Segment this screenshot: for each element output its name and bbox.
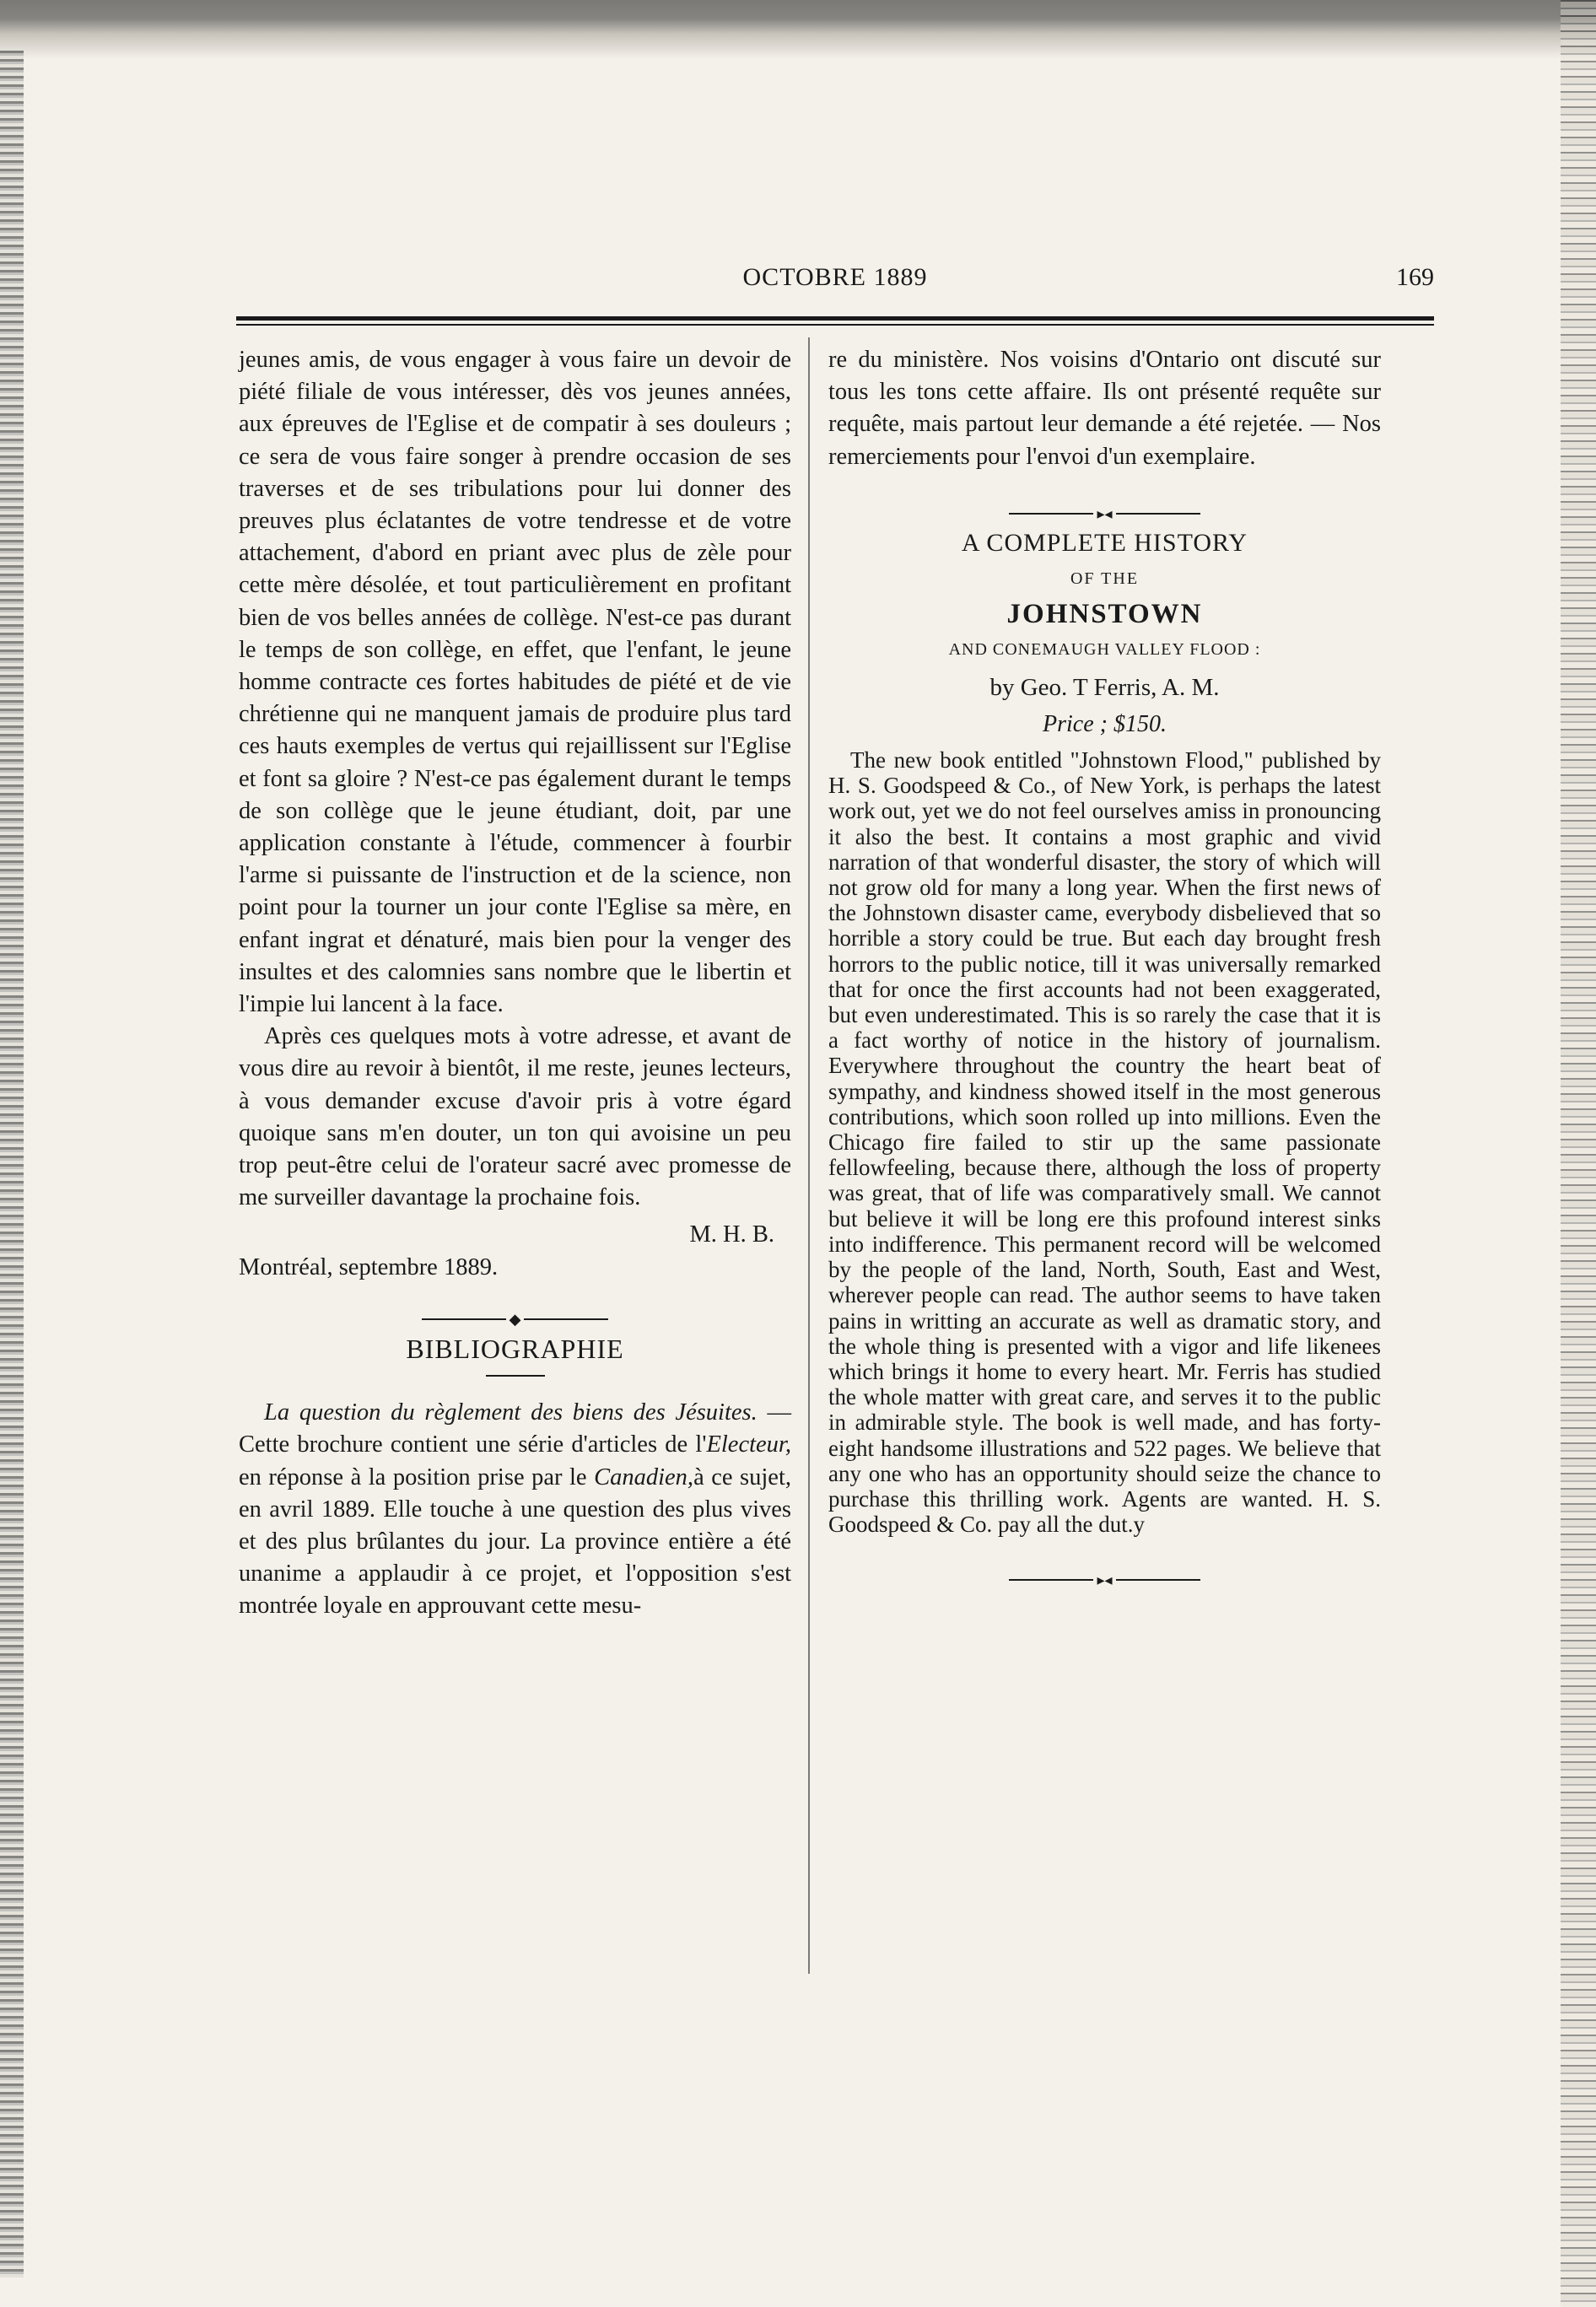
biblio-text-2: en réponse à la position prise par le <box>239 1463 595 1490</box>
ad-subtitle: AND CONEMAUGH VALLEY FLOOD : <box>948 640 1261 660</box>
biblio-text-3: à ce sujet, en avril 1889. Elle touche à une question des plus vives et des plus brûlantes du jour. La province entière a été unanime a applaudir à ce projet, et l'opposition s'est montrée loyale en approuvant cette mesu- <box>239 1463 792 1620</box>
left-paragraph-2: Après ces quelques mots à votre adresse, et avant de vous dire au revoir à bientôt, il me reste, jeunes lecteurs, à vous demander excuse d'avoir pris à votre égard quoique sans m'en douter, un ton qui avoisine un peu trop peut-être celui de l'orateur sacré avec promesse de me surveiller davantage la prochaine fois. <box>239 1023 791 1211</box>
right-column <box>828 344 1381 1593</box>
left-paragraph-1: jeunes amis, de vous engager à vous faire un devoir de piété filiale de vous intéresser, dès vos jeunes années, aux épreuves de l'Eglise et de compatir à ses douleurs ; ce sera de vous faire songer à prendre occasion de ses traverses et de ses tribulations pour lui donner des preuves plus éclatantes de votre tendresse et de votre attachement, d'abord en priant avec plus de zèle pour cette mère désolée, et tout particulièrement en profitant bien de vos belles années de collège. N'est-ce pas durant le temps de son collège, en effet, que l'enfant, le jeune homme contracte ces fortes habitudes de piété et de vie chrétienne qui ne manquent jamais de produire plus tard ces hauts exemples de vertus qui rejaillissent sur l'Eglise et font sa gloire ? N'est-ce pas également durant le temps de son collège que le jeune étudiant, doit, par une application constante à l'étude, commencer à fourbir l'arme si puissante de l'instruction et de la science, non point pour la tourner un jour conte l'Eglise sa mère, en enfant ingrat et dénaturé, mais bien pour la venger des insultes et des calomnies sans nombre que le libertin et l'impie lui lancent à la face. <box>239 347 791 1018</box>
scan-right-edge <box>1561 0 1596 2307</box>
biblio-text-1: — Cette brochure contient une série d'articles de l' <box>239 1399 791 1458</box>
review-paragraph: The new book entitled "Johnstown Flood," published by H. S. Goodspeed & Co., of New York, is perhaps the latest work out, yet we do not feel ourselves amiss in pronouncing it also the best. It contains a most graphic and vivid narration of that wonderful disaster, the story of which will not grow old for many a long year. When the first news of the Johnstown disaster came, everybody disbelieved that so horrible a story could be true. But each day brought fresh horrors to the public notice, till it was universally remarked that for once the first accounts had not been exaggerated, but even underestimated. This is so rarely the case that it is a fact worthy of notice in the history of journalism. Everywhere throughout the country the heart beat of sympathy, and kindness showed itself in the most generous contributions, which soon rolled up into millions. Even the Chicago fire failed to stir up the same passionate fellowfeeling, because there, although the loss of property was great, that of life was comparatively small. We cannot but believe it will be long ere this profound interest sinks into indifference. This permanent record will be welcomed by the people of the land, North, South, East and West, wherever people can read. The author seems to have taken pains in writting an accurate as well as dramatic story, and the whole thing is presented with a vigor and life likenees which brings it home to every heart. Mr. Ferris has studied the whole matter with great care, and serves it to the public in admirable style. The book is well made, and has forty-eight handsome illustrations and 522 pages. We believe that any one who has an opportunity should seize the chance to purchase this thrilling work. Agents are wanted. H. S. Goodspeed & Co. pay all the dut.y <box>828 747 1381 1538</box>
left-column <box>239 344 791 1623</box>
ad-ornament-top: ▸◂ <box>828 497 1381 514</box>
biblio-entry <box>239 1397 791 1622</box>
page-number: 169 <box>1396 263 1434 291</box>
signature: M. H. B. <box>689 1221 774 1248</box>
ad-author: by Geo. T Ferris, A. M. <box>989 673 1220 701</box>
header-rule <box>236 316 1434 321</box>
ad-price: Price ; $150. <box>1043 710 1167 737</box>
ad-title: A COMPLETE HISTORY <box>961 528 1248 557</box>
short-rule <box>486 1375 545 1377</box>
ad-ornament-bottom: ▸◂ <box>828 1562 1381 1579</box>
biblio-source-1: Electeur, <box>706 1431 791 1458</box>
running-head: OCTOBRE 1889 <box>742 263 928 291</box>
scan-top-edge <box>0 0 1596 59</box>
section-ornament: ◆ <box>239 1302 791 1319</box>
header-rule-thin <box>236 324 1434 326</box>
right-continuation: re du ministère. Nos voisins d'Ontario ont discuté sur tous les tons cette affaire. Ils ont présenté requête sur requête, mais partout leur demande a été rejetée. — Nos remerciements pour l'envoi d'un exemplaire. <box>828 347 1381 470</box>
place-date: Montréal, septembre 1889. <box>239 1253 499 1280</box>
review-text <box>828 747 1381 1537</box>
biblio-title: La question du règlement des biens des Jésuites. <box>264 1399 758 1426</box>
ad-headline: JOHNSTOWN <box>1006 599 1203 630</box>
page-header <box>236 263 1434 305</box>
column-divider <box>808 337 810 1974</box>
section-title-bibliographie: BIBLIOGRAPHIE <box>406 1333 624 1364</box>
ad-of: OF THE <box>1070 569 1140 589</box>
scan-left-edge <box>0 51 24 2277</box>
biblio-source-2: Canadien, <box>594 1463 694 1490</box>
